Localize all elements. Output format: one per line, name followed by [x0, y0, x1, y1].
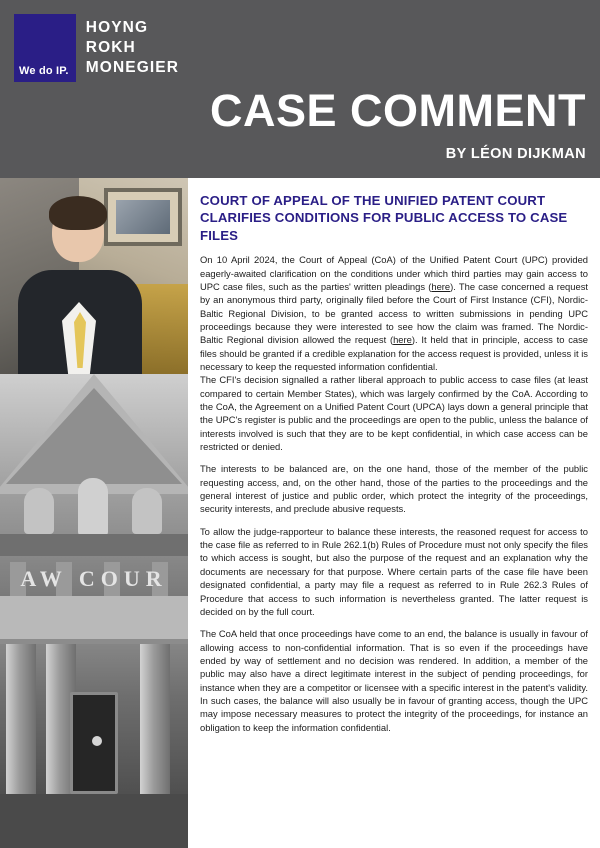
document-body: [0, 178, 600, 848]
article-heading: COURT OF APPEAL OF THE UNIFIED PATENT COURT CLARIFIES CONDITIONS FOR PUBLIC ACCESS TO CASE FILES: [200, 193, 568, 243]
logo-word-3: MONEGIER: [85, 59, 179, 77]
logo-word-1: HOYNG: [85, 18, 149, 36]
article-paragraph-1: On 10 April 2024, the Court of Appeal (CoA) of the Unified Patent Court (UPC) provided eagerly-awaited clarification on the conditions under which third parties may gain access to UPC case files, such as the parties' written pleadings (here). The case concerned a request by an anonymous third party, originally filed before the Court of First Instance (CFI), Nordic-Baltic Regional Division, to be granted access to written submissions in pending UPC proceedings because they were interested to see how the claim was framed. The Nordic-Baltic Regional division allowed the request (here). It held that in principle, access to case files should be granted if a credible explanation for the access request is provided, unless it is necessary to keep the requested information confidential.: [200, 254, 589, 373]
article-column: [200, 192, 588, 743]
column-1: [6, 644, 36, 794]
article-paragraph-4: To allow the judge-rapporteur to balance these interests, the reasoned request for access to the case file as referred to in Rule 262.1(b) Rules of Procedure must not only specify the files to which access is sought, but also the purpose of the request and an explanation why the documents are necessary for that purpose. Where certain parts of the case file have been designated confidential, a party may file a request as referred to in Rule 262.3 Rules of Procedure that access to such information is nevertheless granted. The latter request is decided on by the full court.: [200, 525, 588, 617]
logo-wordmark: [76, 14, 179, 82]
inline-link-here[interactable]: here: [393, 334, 412, 346]
logo-mark: [14, 14, 76, 82]
columns-entablature: [0, 596, 188, 644]
column-3: [140, 644, 170, 794]
courthouse-columns-photo: [0, 596, 188, 848]
pediment-inscription: AW COUR: [20, 566, 168, 591]
article-paragraph-3: The interests to be balanced are, on the one hand, those of the member of the public requesting access, and, on the other hand, those of the parties to the proceedings and the general interest of justice and public order, which protect the integrity of the proceedings, security interests, and preclude abusive requests.: [200, 463, 588, 515]
byline: BY LÉON DIJKMAN: [445, 146, 586, 162]
portrait-wall-frame: [104, 188, 182, 246]
logo-mark-label: We do IP.: [19, 65, 69, 77]
article-paragraph-5: The CoA held that once proceedings have come to an end, the balance is usually in favour of allowing access to non-confidential information. That is so even if the proceedings have ended by way of settlement and no decision was rendered. In addition, a member of the public may also have a direct legitimate interest in the subject of pending proceedings, for instance when they are a competitor or licensee with a specific interest in the patent's validity. In such cases, the balance will also usually be in favour of granting access, though the UPC may impose necessary measures to protect the integrity of the proceedings, for instance an obligation to keep the information confidential.: [200, 628, 588, 733]
portrait-hair: [49, 196, 107, 230]
author-portrait-photo: [0, 178, 188, 374]
logo-word-2: ROKH: [85, 38, 136, 56]
pediment-figure-right: [132, 488, 162, 534]
brand-logo[interactable]: [14, 14, 179, 82]
article-paragraph-2: The CFI's decision signalled a rather liberal approach to public access to case files (at least compared to certain Member States), which was largely confirmed by the CoA. According to the CoA, the Agreement on a Unified Patent Court (UPCA) lays down a general principle that the UPC's register is public and the proceedings are open to the public, unless the balance of interests involved is such that they are to be kept confidential, in which case access can be restricted or denied.: [200, 374, 588, 453]
pediment-frieze: [0, 534, 188, 556]
inline-link-here[interactable]: here: [431, 280, 451, 292]
pediment-figure-left: [24, 488, 54, 534]
columns-base: [0, 794, 188, 848]
image-column: [0, 178, 188, 848]
document-header: [0, 0, 600, 178]
pediment-figure-center: [78, 478, 108, 536]
page-title: CASE COMMENT: [210, 85, 586, 136]
courthouse-pediment-photo: [0, 374, 188, 596]
door-handle: [92, 736, 102, 746]
